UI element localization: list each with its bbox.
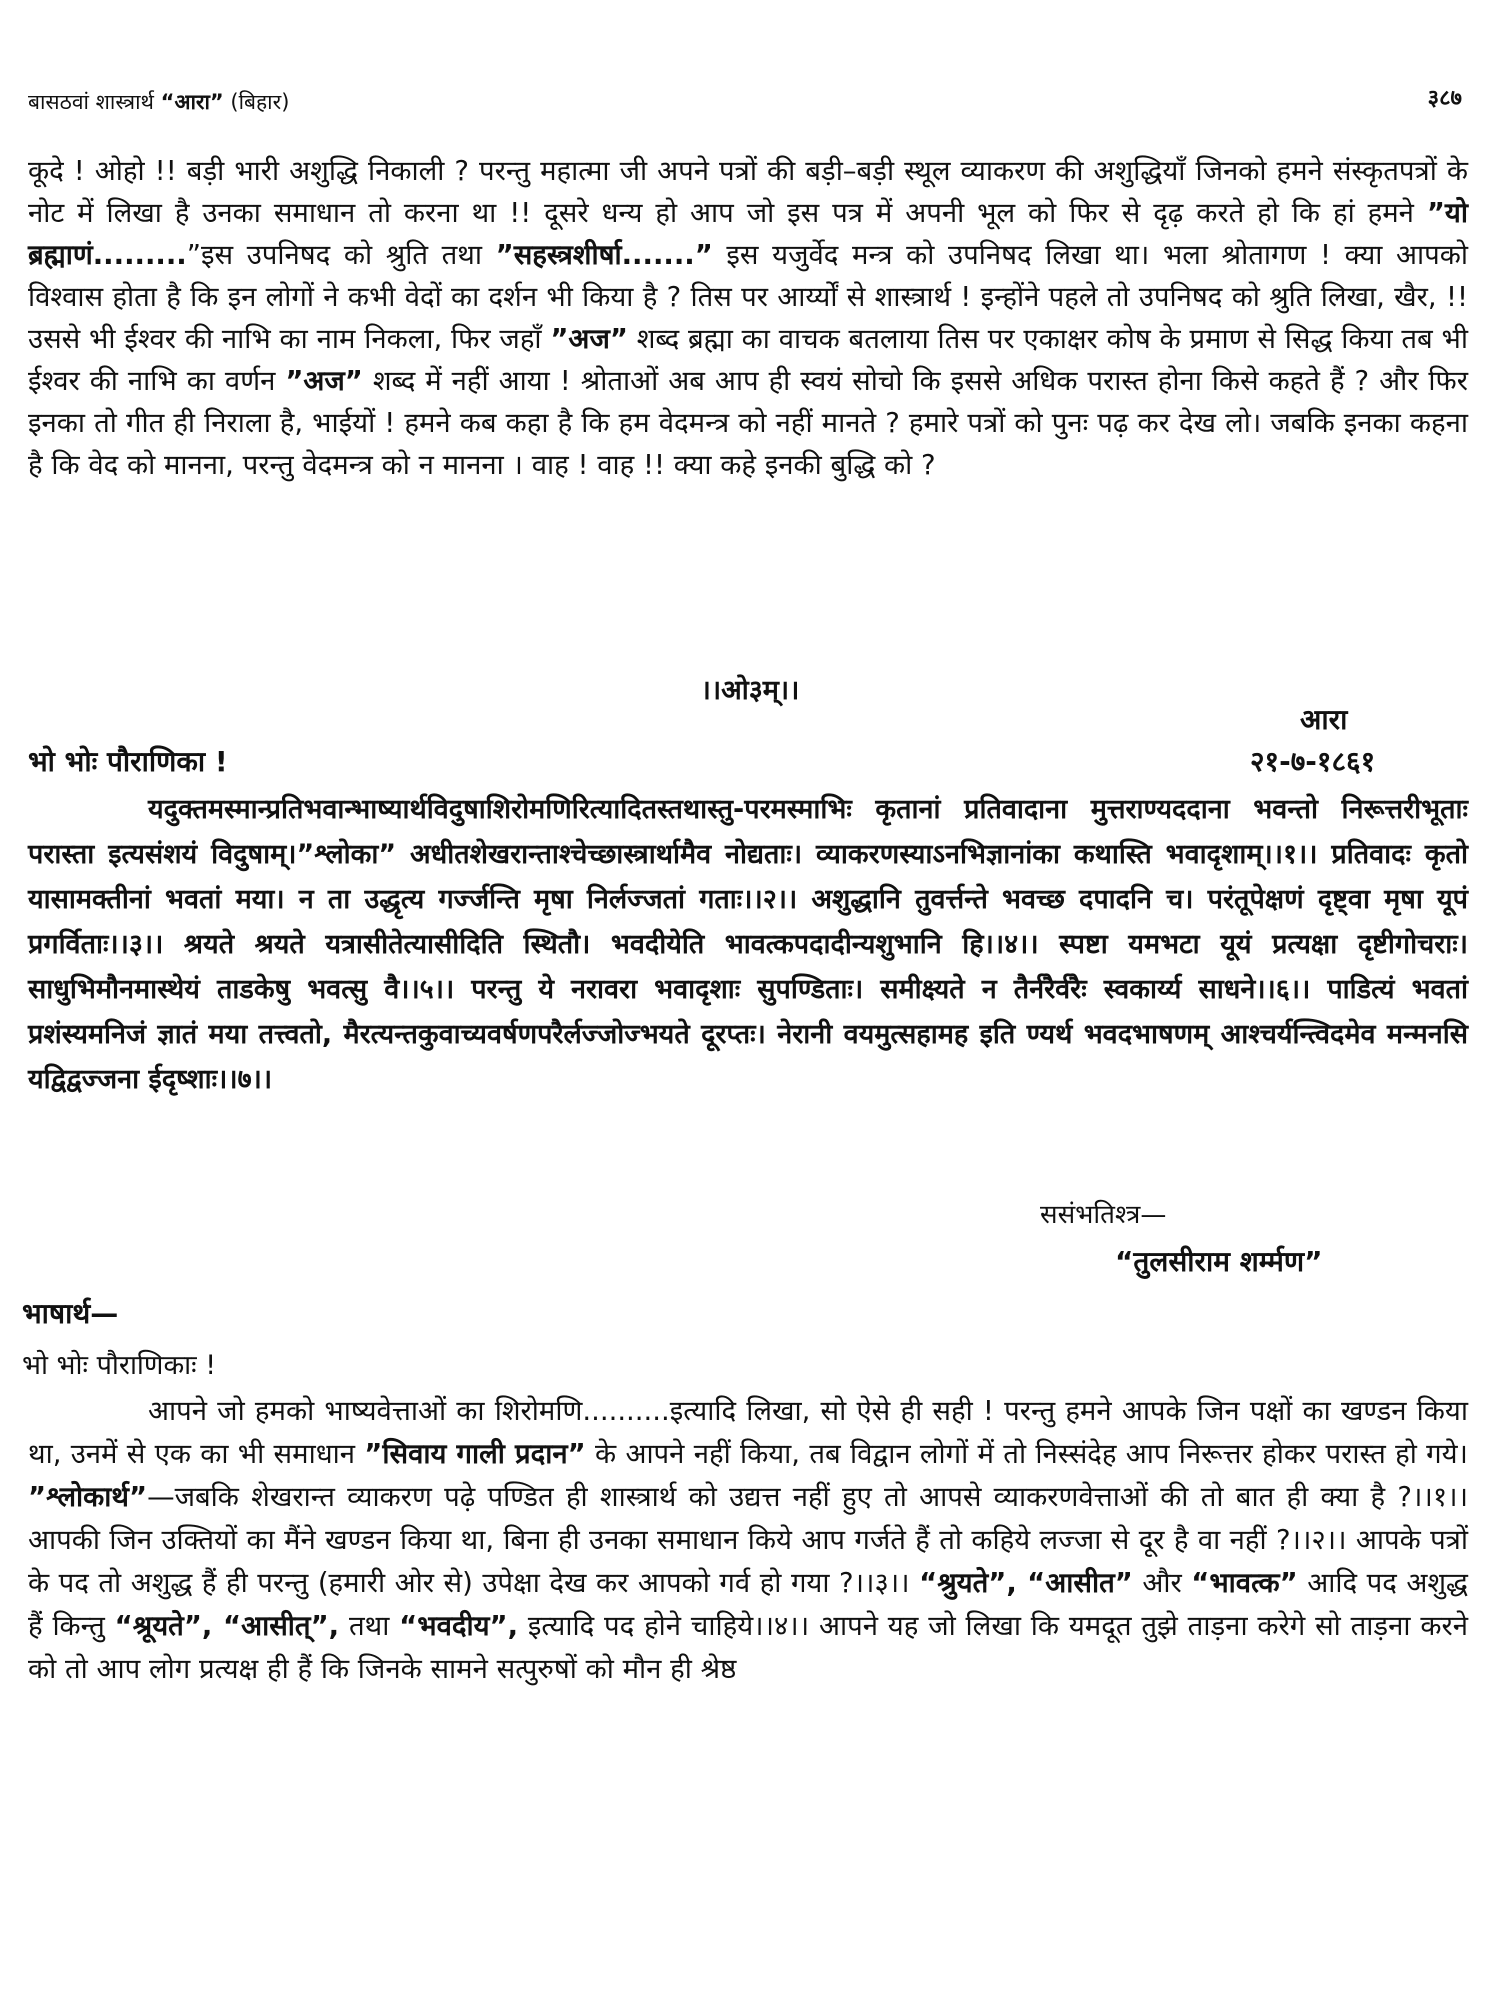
signature-line: ससंभतिश्त्र— [1040,1200,1167,1230]
intro-text-4: शब्द ब्रह्मा का वाचक बतलाया तिस पर एकाक्षर कोष के प्रमाण से सिद्ध किया तब भी ईश्वर की नाभि का वर्णन [28,323,1469,397]
intro-text-5: शब्द में नहीं आया ! श्रोताओं अब आप ही स्वयं सोचो कि इससे अधिक परास्त होना किसे कहते हैं ? और फिर इनका तो गीत ही निराला है, भाईयों ! हमने कब कहा है कि हम वेदमन्त्र को नहीं मानते ? हमारे पत्रों को पुनः पढ़ कर देख लो। जबकि इनका कहना है कि वेद को मानना, परन्तु वेदमन्त्र को न मानना । वाह ! वाह !! क्या कहे इनकी बुद्धि को ? [28,365,1468,481]
letter-date: २१-७-१८६१ [1250,745,1376,778]
intro-text-1: कूदे ! ओहो !! बड़ी भारी अशुद्धि निकाली ? परन्तु महात्मा जी अपने पत्रों की बड़ी–बड़ी स्थूल व्याकरण की अशुद्धियाँ जिनको हमने संस्कृतपत्रों के नोट में लिखा है उनका समाधान तो करना था !! दूसरे धन्य हो आप जो इस पत्र में अपनी भूल को फिर से दृढ़ करते हो कि हां हमने [28,155,1468,229]
intro-quote-1: ”यो ब्रह्माणं......... [28,197,1468,271]
translation-heading: भाषार्थ— [22,1297,119,1330]
intro-quote-3: ”अज” [550,323,628,355]
letter-salutation: भो भोः पौराणिका ! [28,745,228,778]
page-header [28,88,1468,128]
translation-text-4: और [1132,1567,1192,1599]
translation-text-2: के आपने नहीं किया, तब विद्वान लोगों में तो निस्संदेह आप निरूत्तर होकर परास्त हो गये। [585,1438,1468,1470]
running-title [28,88,289,116]
running-title-suffix: (बिहार) [223,90,290,114]
translation-bold-2: ”श्लोकार्थ” [28,1481,148,1513]
running-title-place: “आरा” [160,90,224,114]
translation-bold-1: ”सिवाय गाली प्रदान” [364,1438,586,1470]
translation-text-6: तथा [339,1610,400,1642]
translation-paragraph [28,1390,1468,1691]
intro-section [28,150,1468,486]
translation-section [28,1390,1468,1691]
translation-bold-3: “श्रुयते”, “आसीत” [919,1567,1133,1599]
translation-salutation: भो भोः पौराणिकाः ! [22,1350,217,1381]
translation-bold-6: “भवदीय”, [399,1610,519,1642]
sanskrit-paragraph: यदुक्तमस्मान्प्रतिभवान्भाष्यार्थविदुषाशिरोमणिरित्यादितस्तथास्तु-परमस्माभिः कृतानां प्रतिवादाना मुत्तराण्यददाना भवन्तो निरूत्तरीभूताः परास्ता इत्यसंशयं विदुषाम्।”श्लोका” अधीतशेखरान्ताश्चेच्छास्त्रार्थामैव नोद्यताः। व्याकरणस्याऽनभिज्ञानांका कथास्ति भवादृशाम्।।१।। प्रतिवादः कृतो यासामक्तीनां भवतां मया। न ता उद्धृत्य गर्ज्जन्ति मृषा निर्लज्जतां गताः।।२।। अशुद्धानि तुवर्त्तन्ते भवच्छ दपादनि च। परंतूपेक्षणं दृष्ट्वा मृषा यूपं प्रगर्विताः।।३।। श्रयते श्रयते यत्रासीतेत्यासीदिति स्थितौ। भवदीयेति भावत्कपदादीन्यशुभानि हि।।४।। स्पष्टा यमभटा यूयं प्रत्यक्षा दृष्टीगोचराः। साधुभिमौनमास्थेयं ताडकेषु भवत्सु वै।।५।। परन्तु ये नरावरा भवादृशाः सुपण्डिताः। समीक्ष्यते न तैर्नरैर्वरैः स्वकार्य्य साधने।।६।। पाडित्यं भवतां प्रशंस्यमनिजं ज्ञातं मया तत्त्वतो, मैरत्यन्तकुवाच्यवर्षणपरैर्लज्जोज्भयते दूरप्तः। नेरानी वयमुत्सहामह इति ण्यर्थ भवदभाषणम् आश्चर्यन्त्विदमेव मन्मनसि यद्विद्वज्जना ईदृष्शाः।।७।। [28,794,1468,1095]
translation-bold-5: “श्रूयते”, “आसीत्”, [114,1610,340,1642]
page-number: ३८७ [1427,86,1462,111]
translation-text-7: इत्यादि पद होने चाहिये।।४।। आपने यह जो लिखा कि यमदूत तुझे ताड़ना करेगे सो ताड़ना करने को तो आप लोग प्रत्यक्ष ही हैं कि जिनके सामने सत्पुरुषों को मौन ही श्रेष्ठ [28,1610,1468,1685]
intro-text-2: ”इस उपनिषद को श्रुति तथा [186,239,496,271]
translation-text-3: —जबकि शेखरान्त व्याकरण पढ़े पण्डित ही शास्त्रार्थ को उद्यत्त नहीं हुए तो आपसे व्याकरणवेत्ताओं की तो बात ही क्या है ?।।१।। आपकी जिन उक्तियों का मैंने खण्डन किया था, बिना ही उनका समाधान किये आप गर्जते हैं तो कहिये लज्जा से दूर है वा नहीं ?।।२।। आपके पत्रों के पद तो अशुद्ध हैं ही परन्तु (हमारी ओर से) उपेक्षा देख कर आपको गर्व हो गया ?।।३।। [28,1481,1468,1599]
intro-quote-2: ”सहस्त्रशीर्षा.......” [495,239,713,271]
translation-bold-4: “भावत्क” [1191,1567,1298,1599]
translation-text-1: आपने जो हमको भाष्यवेत्ताओं का शिरोमणि..........इत्यादि लिखा, सो ऐसे ही सही ! परन्तु हमने आपके जिन पक्षों का खण्डन किया था, उनमें से एक का भी समाधान [28,1395,1468,1470]
letter-place: आरा [1300,703,1348,736]
running-title-prefix: बासठवां शास्त्रार्थ [28,90,161,114]
intro-text-3: इस यजुर्वेद मन्त्र को उपनिषद लिखा था। भला श्रोतागण ! क्या आपको विश्वास होता है कि इन लोगों ने कभी वेदों का दर्शन भी किया है ? तिस पर आर्य्यों से शास्त्रार्थ ! इन्होंने पहले तो उपनिषद को श्रुति लिखा, खैर, !! उससे भी ईश्वर की नाभि का नाम निकला, फिर जहाँ [28,239,1469,355]
signature-name: “तुलसीराम शर्म्मण” [1115,1245,1323,1278]
translation-text-5: आदि पद अशुद्ध हैं किन्तु [28,1567,1469,1642]
om-heading: ।।ओ३म्।। [700,675,800,706]
intro-paragraph [28,150,1468,486]
sanskrit-letter [28,787,1468,1102]
intro-quote-4: ”अज” [285,365,363,397]
